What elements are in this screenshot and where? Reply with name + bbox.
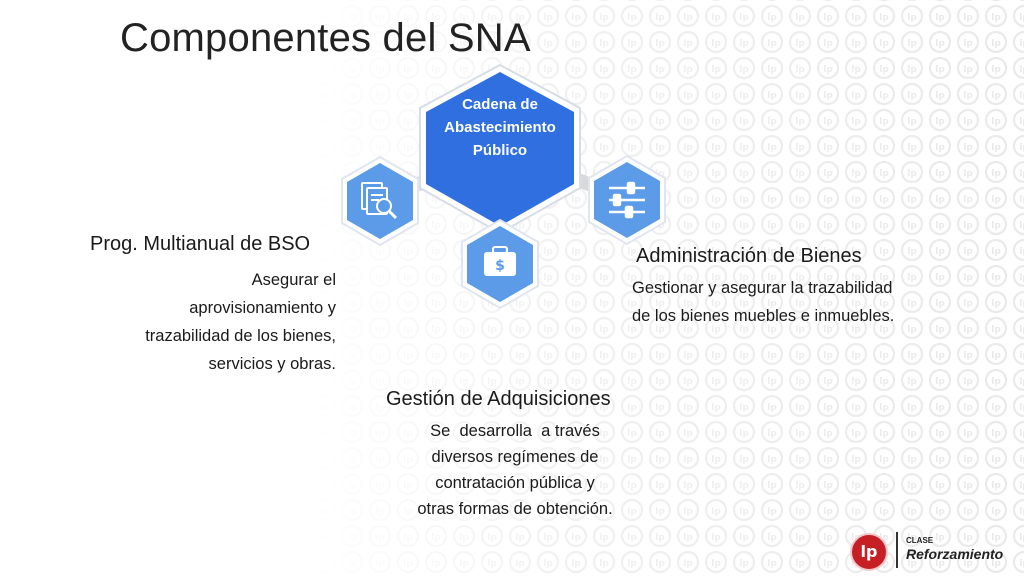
center-hexagon-label (424, 93, 576, 162)
gest-heading: Gestión de Adquisiciones (386, 388, 611, 410)
page-title: Componentes del SNA (120, 16, 531, 60)
hexagon-admin (589, 156, 665, 244)
admin-line: Gestionar y asegurar la trazabilidad (632, 279, 893, 297)
brand-logo (848, 528, 1018, 572)
hexagon-gest (462, 220, 538, 308)
center-line: Cadena de (462, 96, 538, 113)
prog-line: trazabilidad de los bienes, (145, 327, 336, 345)
center-line: Público (472, 142, 528, 159)
svg-text:$: $ (495, 258, 505, 274)
admin-description (632, 274, 894, 330)
admin-line: de los bienes muebles e inmuebles. (632, 307, 895, 325)
logo-small-text: CLASE (906, 536, 934, 545)
gest-line: contratación pública y (435, 474, 595, 492)
gest-line: otras formas de obtención. (417, 500, 613, 518)
sliders-icon (609, 183, 645, 217)
logo-big-text: Reforzamiento (906, 546, 1004, 562)
gest-line: Se desarrolla a través (430, 422, 600, 440)
gest-line: diversos regímenes de (431, 448, 599, 466)
prog-line: aprovisionamiento y (189, 299, 336, 317)
center-line: Abastecimiento (444, 119, 556, 136)
admin-heading: Administración de Bienes (636, 245, 862, 267)
logo-divider (896, 532, 898, 568)
prog-line: servicios y obras. (208, 355, 336, 373)
gest-description (380, 418, 650, 522)
prog-heading: Prog. Multianual de BSO (90, 233, 311, 255)
prog-description (145, 266, 336, 378)
hexagon-prog (342, 157, 418, 245)
logo-mark: lp (850, 533, 888, 571)
prog-line: Asegurar el (251, 271, 336, 289)
